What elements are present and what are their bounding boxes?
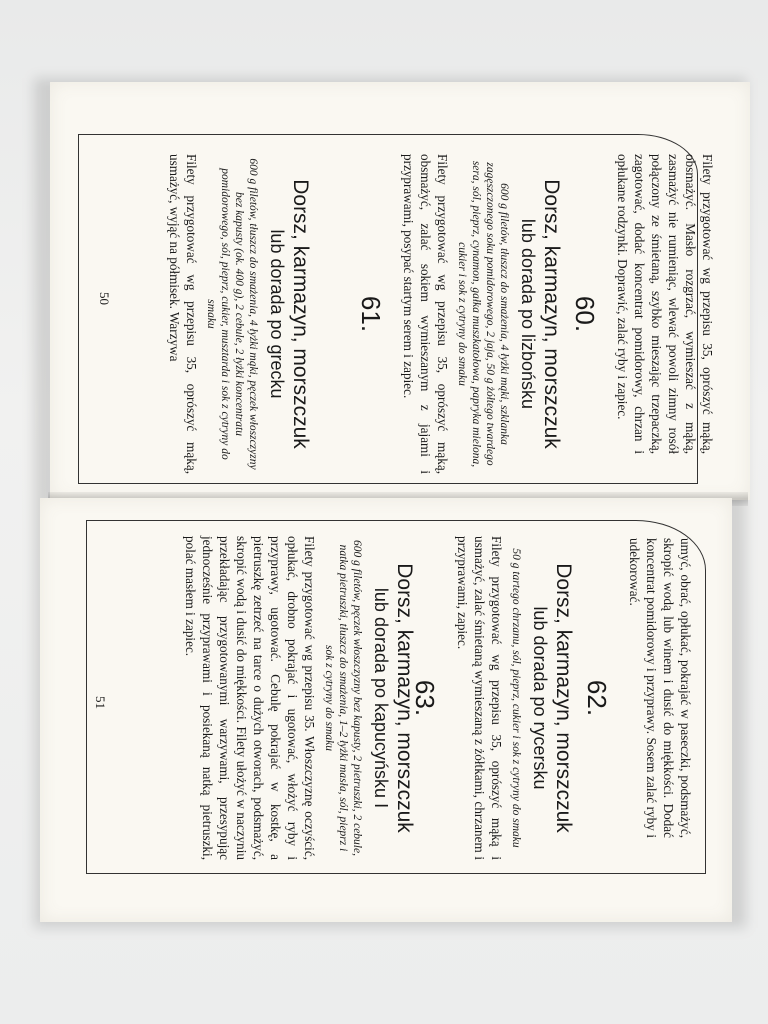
recipe-61-title: Dorsz, karmazyn, morszczuk [289, 179, 312, 449]
left-page [50, 82, 750, 500]
right-intro: umyć, obrać, opłukać, pokrajać w paseczki, podsmażyć, skropić wodą lub winem i dusić do miękkości. Dodać koncentrat pomidorowy i przyprawy. Sosem zalać ryby i udekorować. [627, 538, 693, 838]
left-intro: Filety przygotować wg przepisu 35, oprószyć mąką, obsmażyć. Masło rozgrzać, wymieszać z mąką, zasmażyć nie rumieniąc, wlewać powoli zimny rosół połączony ze śmietaną, szybko mieszając trzepaczką, zagotować, dodać koncentrat pomidorowy, chrzan i opłukane rodzynki. Doprawić, zalać ryby i zapiec. [615, 154, 715, 454]
recipe-61-number: 61. [356, 295, 386, 333]
recipe-60-text: Filety przygotować wg przepisu 35, oprószyć mąką, obsmażyć, zalać sokiem wymieszanym z jajami i przyprawami, posypać startym serem i zapiec. [401, 154, 450, 474]
recipe-61-text: Filety przygotować wg przepisu 35, oprószyć mąką, usmażyć, wyjąć na półmisek. Warzywa [167, 154, 199, 474]
recipe-63-subtitle: lub dorada po kapucyńsku I [371, 587, 391, 809]
recipe-63-text: Filety przygotować wg przepisu 35. Włoszczyznę oczyścić, opłukać, drobno pokrajać i ugotować, włożyć ryby i przyprawy, ugotować. Cebulę pokrajać w kostkę, a pietruszkę zetrzeć na tarce o dużych otworach, podsmażyć, skropić wodą i dusić do miękkości. Filety ułożyć w naczyniu przekładając przygotowanymi warzywami, przesypując jednocześnie przyprawami i posiekaną natką pietruszki, polać masłem i zapiec. [183, 536, 317, 860]
recipe-62-number: 62. [582, 679, 612, 717]
recipe-60-ingredients: 600 g filetów, tłuszcz do smażenia, 4 łyżki mąki, szklanka zagęszczonego soku pomidorowego, 2 jaja, 50 g żółtego twardego sera, sól, pieprz, cynamon, gałka muszkatołowa, papryka mielona, cukier i sok z cytryny do smaku [456, 160, 510, 468]
recipe-63-title: Dorsz, karmazyn, morszczuk [393, 563, 416, 833]
recipe-62-ingredients: 50 g tartego chrzanu, sól, pieprz, cukier i sok z cytryny do smaku [510, 548, 522, 848]
recipe-60-subtitle: lub dorada po lizbońsku [518, 218, 538, 410]
recipe-63-number: 63. [410, 679, 440, 717]
right-page-text [403, 528, 694, 868]
recipe-61-subtitle: lub dorada po grecku [267, 229, 287, 399]
right-page-number: 51 [93, 696, 108, 709]
recipe-63-ingredients: 600 g filetów, pęczek włoszczyzny bez kapusty, 2 pietruszki, 2 cebule, natka pietruszki, tłuszcz do smażenia, 1–2 łyżki masła, sól, pieprz i sok z cytryny do smaku [323, 540, 363, 856]
right-page-text-2 [182, 528, 416, 868]
recipe-62-title: Dorsz, karmazyn, morszczuk [552, 563, 575, 833]
recipe-60-number: 60. [570, 295, 600, 333]
recipe-62-subtitle: lub dorada po rycersku [530, 606, 550, 790]
recipe-60-title: Dorsz, karmazyn, morszczuk [540, 179, 563, 449]
left-page-text-2 [166, 146, 312, 482]
left-page-number: 50 [97, 292, 112, 305]
right-page [40, 498, 732, 922]
left-page-text [349, 146, 716, 482]
recipe-62-text: Filety przygotować wg przepisu 35, oprószyć mąką i usmażyć, zalać śmietaną wymieszaną z żółtkami, chrzanem i przyprawami, zapiec. [455, 536, 504, 860]
recipe-61-ingredients: 600 g filetów, tłuszcz do smażenia, 4 łyżki mąki, pęczek włoszczyzny bez kapusty (ok. 400 g), 2 cebule, 2 łyżki koncentratu pomidorowego, sól, pieprz, cukier, musztarda i sok z cytryny do smaku [205, 158, 259, 470]
